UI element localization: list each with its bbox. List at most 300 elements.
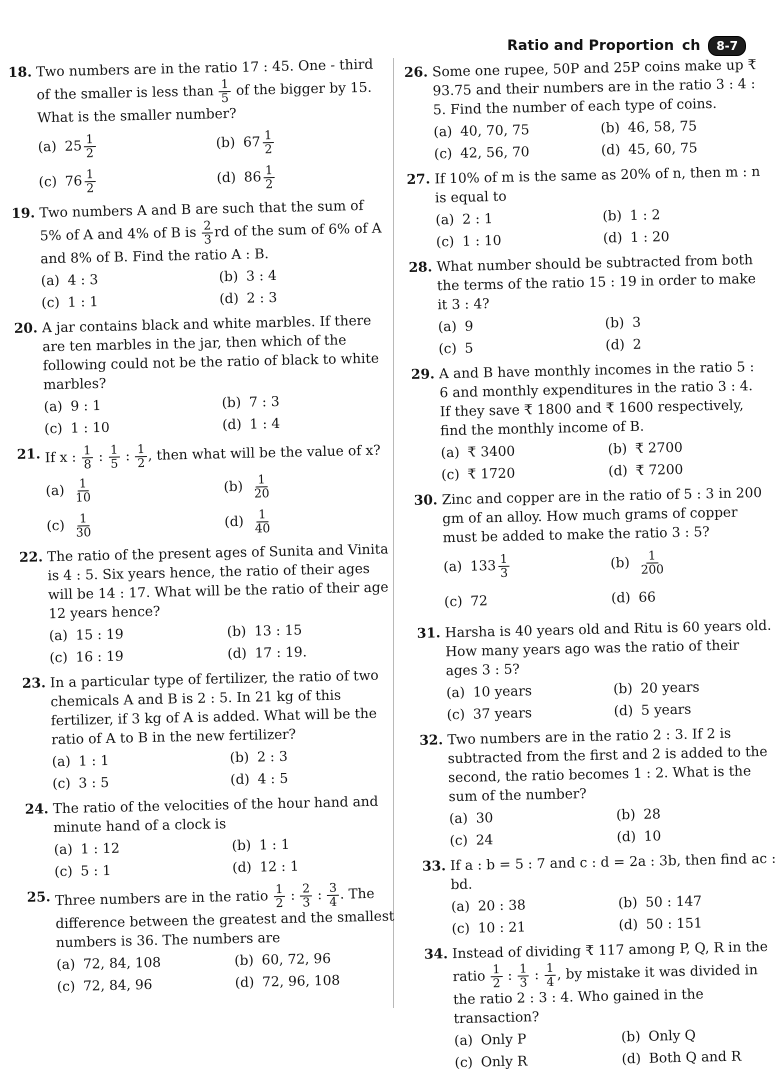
question-number: 18. bbox=[8, 64, 33, 81]
fraction-denominator: 2 bbox=[137, 455, 146, 471]
ratio-fraction bbox=[273, 883, 285, 910]
fraction-numerator: 1 bbox=[81, 444, 93, 458]
answer-options bbox=[454, 1025, 783, 1073]
question-item bbox=[408, 251, 766, 360]
answer-options bbox=[52, 745, 403, 794]
left-column bbox=[8, 55, 407, 1003]
option-value bbox=[251, 508, 273, 535]
question-text: Instead of dividing ₹ 117 among P, Q, R in the ratio $\frac{1}{2}$ : $\frac{1}{3}$ : $\frac{1}{4}$ , by mistake it was divided in the ratio 2 : 3 : 4. Who gained in the transaction? bbox=[452, 938, 769, 1028]
answer-option bbox=[223, 467, 396, 503]
option-value: 1 : 4 bbox=[249, 415, 281, 433]
answer-option bbox=[621, 1047, 782, 1070]
option-value bbox=[72, 512, 94, 539]
fraction-denominator: 40 bbox=[254, 520, 271, 536]
fraction-denominator: 3 bbox=[203, 232, 212, 247]
option-fraction bbox=[84, 133, 96, 160]
question-item bbox=[424, 938, 783, 1074]
option-letter: (a) bbox=[43, 398, 63, 416]
option-value: ₹ 1720 bbox=[467, 465, 516, 483]
option-letter: (d) bbox=[224, 513, 244, 530]
page-header bbox=[507, 36, 746, 56]
answer-option bbox=[219, 286, 391, 309]
option-value: 1 : 1 bbox=[78, 752, 110, 770]
option-letter: (c) bbox=[54, 863, 73, 881]
mixed-whole: 133 bbox=[469, 557, 497, 575]
option-fraction bbox=[262, 128, 274, 155]
answer-option bbox=[441, 463, 602, 486]
option-letter: (a) bbox=[433, 123, 453, 141]
option-value bbox=[65, 168, 98, 196]
question-header bbox=[14, 311, 394, 396]
answer-option bbox=[618, 913, 779, 936]
answer-option bbox=[436, 230, 597, 253]
option-value: 15 : 19 bbox=[75, 626, 124, 644]
fraction-denominator: 2 bbox=[85, 145, 94, 160]
option-value: 17 : 19. bbox=[254, 644, 308, 662]
question-header bbox=[422, 850, 779, 896]
option-letter: (a) bbox=[45, 482, 65, 499]
option-fraction bbox=[73, 477, 93, 504]
option-letter: (b) bbox=[613, 680, 633, 698]
question-header bbox=[408, 251, 765, 316]
option-fraction bbox=[263, 163, 275, 190]
option-value: 2 : 3 bbox=[256, 748, 288, 766]
option-value: 1 : 2 bbox=[629, 207, 661, 224]
option-value: 1 : 12 bbox=[80, 840, 120, 858]
option-letter: (a) bbox=[446, 684, 466, 702]
question-number: 28. bbox=[408, 259, 433, 276]
fraction-numerator: 1 bbox=[219, 78, 231, 92]
answer-option bbox=[602, 204, 763, 227]
fraction-numerator: 1 bbox=[256, 508, 268, 522]
ratio-fraction bbox=[135, 443, 147, 470]
question-item bbox=[404, 56, 762, 165]
answer-option bbox=[616, 825, 777, 848]
fraction-numerator: 1 bbox=[108, 444, 120, 458]
ratio-fraction bbox=[108, 444, 120, 471]
option-letter: (b) bbox=[602, 208, 623, 225]
ratio-fraction bbox=[81, 444, 93, 471]
question-text: If x : $\frac{1}{8}$ : $\frac{1}{5}$ : $\frac{1}{2}$ , then what will be the value of x? bbox=[44, 441, 381, 472]
option-letter: (d) bbox=[227, 645, 247, 663]
option-letter: (b) bbox=[215, 134, 236, 151]
mixed-whole: 76 bbox=[64, 172, 83, 190]
question-fraction bbox=[201, 219, 213, 246]
question-header bbox=[25, 792, 404, 839]
answer-option bbox=[603, 226, 764, 249]
answer-option bbox=[434, 142, 595, 165]
option-letter: (a) bbox=[37, 138, 57, 155]
option-value bbox=[64, 133, 97, 161]
fraction-numerator: 1 bbox=[84, 133, 96, 147]
answer-options bbox=[44, 390, 395, 439]
option-fraction bbox=[252, 508, 272, 535]
fraction-denominator: 30 bbox=[75, 524, 92, 540]
answer-option bbox=[49, 623, 221, 646]
answer-option bbox=[451, 894, 612, 917]
option-letter: (d) bbox=[608, 463, 628, 480]
answer-option bbox=[227, 641, 399, 664]
question-number: 33. bbox=[422, 858, 447, 875]
option-letter: (b) bbox=[604, 315, 625, 332]
option-value: 60, 72, 96 bbox=[261, 950, 332, 969]
option-letter: (c) bbox=[49, 649, 68, 667]
option-value: 12 : 1 bbox=[259, 858, 299, 876]
option-letter: (a) bbox=[437, 318, 457, 336]
fraction-denominator: 2 bbox=[492, 976, 501, 991]
question-number: 25. bbox=[26, 889, 51, 906]
question-text: Harsha is 40 years old and Ritu is 60 years old. How many years ago was the ratio of their ages 3 : 5? bbox=[444, 617, 772, 680]
option-value bbox=[243, 128, 276, 156]
option-letter: (b) bbox=[617, 894, 638, 912]
option-value: 2 : 1 bbox=[462, 211, 493, 228]
question-header bbox=[414, 484, 771, 549]
option-letter: (a) bbox=[40, 272, 60, 290]
answer-option bbox=[447, 703, 608, 726]
option-letter: (a) bbox=[435, 211, 455, 229]
option-value: 66 bbox=[638, 588, 656, 606]
option-letter: (d) bbox=[600, 142, 621, 159]
option-value: 1 : 10 bbox=[462, 232, 502, 250]
option-fraction bbox=[73, 512, 93, 539]
fraction-denominator: 10 bbox=[75, 489, 91, 505]
option-value bbox=[251, 473, 273, 500]
option-value bbox=[637, 549, 667, 577]
option-letter: (d) bbox=[618, 916, 639, 934]
answer-option bbox=[443, 548, 605, 584]
option-letter: (c) bbox=[454, 1054, 474, 1072]
fraction-denominator: 5 bbox=[110, 456, 119, 471]
question-text: The ratio of the present ages of Sunita and Vinita is 4 : 5. Six years hence, the ratio of their ages will be 14 : 17. What will be the ratio of their age 12 years hence? bbox=[47, 541, 389, 623]
question-header bbox=[417, 617, 774, 682]
option-value bbox=[244, 163, 277, 191]
answer-option bbox=[621, 1025, 782, 1048]
option-letter: (a) bbox=[440, 444, 460, 462]
question-header bbox=[17, 437, 396, 473]
question-item bbox=[411, 358, 770, 486]
option-letter: (d) bbox=[605, 337, 625, 354]
option-value bbox=[72, 477, 94, 504]
option-letter: (c) bbox=[441, 466, 460, 484]
answer-option bbox=[446, 681, 607, 704]
option-value: 5 bbox=[464, 340, 474, 357]
option-letter: (c) bbox=[44, 420, 63, 438]
answer-option bbox=[232, 855, 404, 878]
answer-option bbox=[235, 970, 407, 993]
option-value: 10 bbox=[643, 828, 662, 845]
question-text: In a particular type of fertilizer, the ratio of two chemicals A and B is 2 : 5. In 21 kg of this fertilizer, if 3 kg of A is added. What will be the ratio of A to B in the new fertilizer? bbox=[49, 667, 379, 749]
option-value: 9 : 1 bbox=[70, 397, 102, 415]
option-fraction bbox=[84, 168, 96, 195]
fraction-denominator: 3 bbox=[302, 895, 311, 910]
question-item bbox=[22, 666, 403, 795]
answer-option bbox=[451, 916, 612, 939]
question-text: If 10% of m is the same as 20% of n, then m : n is equal to bbox=[434, 163, 761, 207]
option-value: 16 : 19 bbox=[75, 648, 124, 666]
option-value: 28 bbox=[643, 806, 661, 823]
answer-option bbox=[230, 767, 402, 790]
option-letter: (a) bbox=[443, 558, 463, 575]
question-header bbox=[27, 880, 406, 954]
option-value: 72, 96, 108 bbox=[262, 972, 341, 991]
option-letter: (d) bbox=[222, 416, 242, 434]
answer-options bbox=[41, 264, 392, 313]
option-value: 7 : 3 bbox=[248, 393, 280, 411]
option-letter: (a) bbox=[53, 841, 73, 859]
option-value: 46, 58, 75 bbox=[627, 118, 698, 136]
question-header bbox=[22, 666, 402, 751]
option-letter: (b) bbox=[221, 394, 242, 412]
option-letter: (d) bbox=[610, 589, 631, 606]
question-header bbox=[19, 540, 399, 625]
question-number: 26. bbox=[404, 64, 429, 81]
option-letter: (c) bbox=[446, 706, 466, 724]
answer-option bbox=[54, 837, 226, 860]
answer-options bbox=[433, 116, 762, 164]
ratio-fraction bbox=[327, 882, 339, 909]
option-value: 4 : 3 bbox=[67, 272, 99, 289]
option-value: 20 : 38 bbox=[477, 897, 526, 915]
option-letter: (a) bbox=[448, 810, 469, 828]
question-item bbox=[14, 311, 395, 440]
chapter-abbr: ch bbox=[682, 38, 701, 54]
option-value: 3 : 4 bbox=[246, 267, 277, 285]
fraction-denominator: 3 bbox=[519, 975, 528, 990]
question-item bbox=[414, 484, 773, 619]
option-letter: (d) bbox=[232, 859, 252, 877]
question-text: Zinc and copper are in the ratio of 5 : 3 in 200 gm of an alloy. How much grams of copper must be added to make the ratio 3 : 5? bbox=[441, 484, 763, 547]
option-value: 13 : 15 bbox=[254, 622, 303, 640]
answer-option bbox=[449, 829, 610, 852]
option-letter: (b) bbox=[229, 749, 250, 767]
fraction-numerator: 2 bbox=[300, 882, 312, 896]
option-value: 3 : 5 bbox=[78, 774, 110, 792]
option-letter: (b) bbox=[218, 268, 239, 286]
answer-options bbox=[441, 437, 770, 485]
answer-option bbox=[438, 315, 599, 338]
answer-option bbox=[54, 859, 226, 882]
answer-options bbox=[56, 948, 407, 997]
option-value: 10 years bbox=[472, 683, 533, 701]
fraction-denominator: 3 bbox=[500, 565, 509, 580]
option-value: 5 : 1 bbox=[80, 862, 112, 880]
fraction-numerator: 1 bbox=[273, 883, 285, 897]
fraction-denominator: 4 bbox=[546, 974, 555, 990]
answer-option bbox=[435, 208, 596, 231]
right-column bbox=[404, 56, 783, 1080]
option-value: Both Q and R bbox=[648, 1048, 742, 1067]
answer-option bbox=[441, 441, 602, 464]
option-letter: (d) bbox=[216, 169, 237, 186]
fraction-denominator: 4 bbox=[329, 894, 338, 909]
question-number: 32. bbox=[419, 732, 444, 749]
option-letter: (a) bbox=[453, 1032, 474, 1050]
option-letter: (a) bbox=[51, 753, 71, 771]
answer-option bbox=[605, 311, 766, 334]
fraction-denominator: 200 bbox=[640, 561, 664, 577]
fraction-numerator: 1 bbox=[77, 477, 89, 491]
question-item bbox=[419, 724, 778, 852]
question-header bbox=[419, 724, 777, 808]
question-header bbox=[411, 358, 769, 442]
option-letter: (d) bbox=[602, 230, 623, 247]
option-value: 1 : 10 bbox=[70, 419, 110, 437]
answer-option bbox=[38, 127, 211, 163]
answer-option bbox=[222, 390, 394, 413]
question-header bbox=[406, 163, 763, 209]
answer-option bbox=[227, 619, 399, 642]
option-letter: (b) bbox=[223, 478, 244, 495]
option-letter: (d) bbox=[616, 828, 637, 846]
answer-option bbox=[616, 803, 777, 826]
option-value: 20 years bbox=[640, 679, 700, 697]
option-value: ₹ 3400 bbox=[467, 443, 516, 461]
answer-option bbox=[41, 290, 213, 313]
option-value: 3 bbox=[632, 314, 642, 331]
fraction-denominator: 2 bbox=[265, 176, 274, 191]
option-letter: (c) bbox=[56, 978, 76, 996]
fraction-denominator: 2 bbox=[86, 180, 95, 195]
question-number: 27. bbox=[406, 171, 431, 188]
question-number: 30. bbox=[413, 492, 438, 509]
ratio-fraction bbox=[544, 962, 556, 989]
question-text: Three numbers are in the ratio $\frac{1}{2}$ : $\frac{2}{3}$ : $\frac{3}{4}$ . The difference between the greatest and the smallest numbers is 36. The numbers are bbox=[54, 880, 395, 952]
answer-options bbox=[49, 619, 400, 668]
fraction-denominator: 8 bbox=[83, 457, 92, 472]
option-letter: (c) bbox=[435, 233, 455, 251]
question-number: 24. bbox=[24, 801, 49, 818]
question-text: A and B have monthly incomes in the ratio 5 : 6 and monthly expenditures in the ratio 3 : 4. If they save ₹ 1800 and ₹ 1600 respectively, find the monthly income of B. bbox=[438, 359, 755, 440]
fraction-denominator: 20 bbox=[253, 485, 270, 501]
option-letter: (d) bbox=[621, 1050, 642, 1068]
ratio-fraction bbox=[300, 882, 312, 909]
option-letter: (c) bbox=[449, 832, 469, 850]
option-value bbox=[470, 552, 511, 580]
answer-options bbox=[54, 833, 405, 882]
question-text: What number should be subtracted from both the terms of the ratio 15 : 19 in order to make it 3 : 4? bbox=[436, 252, 757, 314]
question-text: Two numbers are in the ratio 2 : 3. If 2 is subtracted from the first and 2 is added to the second, the ratio becomes 1 : 2. What is the sum of the number? bbox=[447, 725, 768, 806]
option-letter: (b) bbox=[234, 952, 254, 970]
option-letter: (a) bbox=[450, 898, 471, 916]
answer-option bbox=[52, 749, 224, 772]
mixed-whole: 86 bbox=[243, 168, 262, 186]
answer-option bbox=[219, 264, 391, 287]
option-value: ₹ 7200 bbox=[635, 461, 684, 479]
option-value: 10 : 21 bbox=[477, 919, 526, 937]
option-value: 2 : 3 bbox=[246, 289, 278, 307]
option-value: Only Q bbox=[648, 1027, 697, 1045]
answer-option bbox=[224, 502, 397, 538]
option-letter: (b) bbox=[620, 1028, 641, 1046]
answer-option bbox=[600, 116, 761, 139]
question-item bbox=[11, 196, 391, 314]
question-number: 22. bbox=[19, 549, 44, 566]
answer-options bbox=[45, 467, 396, 542]
option-letter: (d) bbox=[613, 702, 634, 720]
answer-option bbox=[433, 120, 594, 143]
question-text: Two numbers are in the ratio 17 : 45. One - third of the smaller is less than $\frac{1}{5}$ of the bigger by 15. What is the smaller number? bbox=[36, 56, 374, 127]
option-value: Only P bbox=[480, 1031, 527, 1049]
answer-option bbox=[56, 952, 228, 975]
option-letter: (c) bbox=[444, 593, 463, 610]
answer-option bbox=[618, 891, 779, 914]
answer-options bbox=[446, 677, 775, 725]
option-value: 9 bbox=[464, 318, 474, 335]
option-value: 72, 84, 96 bbox=[83, 976, 153, 995]
fraction-numerator: 2 bbox=[201, 219, 213, 233]
answer-option bbox=[454, 1050, 615, 1073]
option-fraction bbox=[252, 473, 272, 500]
answer-option bbox=[234, 948, 406, 971]
question-header bbox=[11, 196, 390, 270]
answer-option bbox=[57, 974, 229, 997]
answer-option bbox=[610, 544, 772, 580]
answer-options bbox=[451, 891, 780, 939]
mixed-whole: 67 bbox=[242, 133, 261, 151]
fraction-numerator: 1 bbox=[263, 163, 275, 177]
question-text: Some one rupee, 50P and 25P coins make up ₹ 93.75 and their numbers are in the ratio 3 : 4 : 5. Find the number of each type of coins. bbox=[432, 57, 757, 119]
question-number: 19. bbox=[11, 205, 36, 222]
option-letter: (b) bbox=[610, 554, 630, 571]
question-number: 34. bbox=[424, 946, 449, 963]
option-letter: (d) bbox=[230, 771, 250, 789]
fraction-denominator: 2 bbox=[264, 141, 273, 156]
option-letter: (c) bbox=[52, 775, 71, 793]
option-letter: (a) bbox=[48, 627, 68, 645]
option-value: 1 : 1 bbox=[258, 836, 290, 854]
fraction-numerator: 1 bbox=[646, 549, 658, 563]
answer-option bbox=[44, 416, 216, 439]
question-header bbox=[8, 55, 387, 129]
option-value: 30 bbox=[475, 810, 494, 827]
question-item bbox=[17, 437, 397, 543]
option-value: 24 bbox=[475, 832, 494, 849]
option-letter: (c) bbox=[46, 517, 65, 534]
fraction-numerator: 1 bbox=[135, 443, 147, 457]
question-number: 21. bbox=[16, 446, 41, 463]
answer-option bbox=[41, 268, 213, 291]
option-value: Only R bbox=[480, 1053, 528, 1071]
option-value: 45, 60, 75 bbox=[628, 140, 698, 158]
answer-option bbox=[605, 333, 766, 356]
question-header bbox=[424, 938, 782, 1030]
question-text: The ratio of the velocities of the hour hand and minute hand of a clock is bbox=[52, 793, 379, 837]
question-item bbox=[8, 55, 389, 199]
option-letter: (d) bbox=[219, 290, 239, 308]
answer-option bbox=[230, 745, 402, 768]
answer-option bbox=[222, 412, 394, 435]
answer-option bbox=[611, 579, 773, 615]
answer-option bbox=[608, 437, 769, 460]
fraction-numerator: 1 bbox=[498, 552, 510, 566]
option-fraction bbox=[638, 549, 666, 577]
answer-option bbox=[38, 162, 211, 198]
question-text: If a : b = 5 : 7 and c : d = 2a : 3b, then find ac : bd. bbox=[450, 850, 777, 894]
question-item bbox=[19, 540, 400, 669]
question-number: 29. bbox=[410, 366, 435, 383]
answer-option bbox=[614, 699, 775, 722]
question-number: 20. bbox=[13, 320, 38, 337]
answer-option bbox=[45, 471, 218, 507]
option-letter: (d) bbox=[234, 974, 255, 992]
fraction-numerator: 1 bbox=[490, 963, 502, 977]
answer-options bbox=[449, 803, 778, 851]
option-value: 40, 70, 75 bbox=[460, 122, 530, 140]
question-item bbox=[422, 850, 780, 940]
option-value: ₹ 2700 bbox=[634, 439, 683, 457]
question-fraction bbox=[219, 78, 231, 105]
fraction-numerator: 1 bbox=[262, 128, 274, 142]
